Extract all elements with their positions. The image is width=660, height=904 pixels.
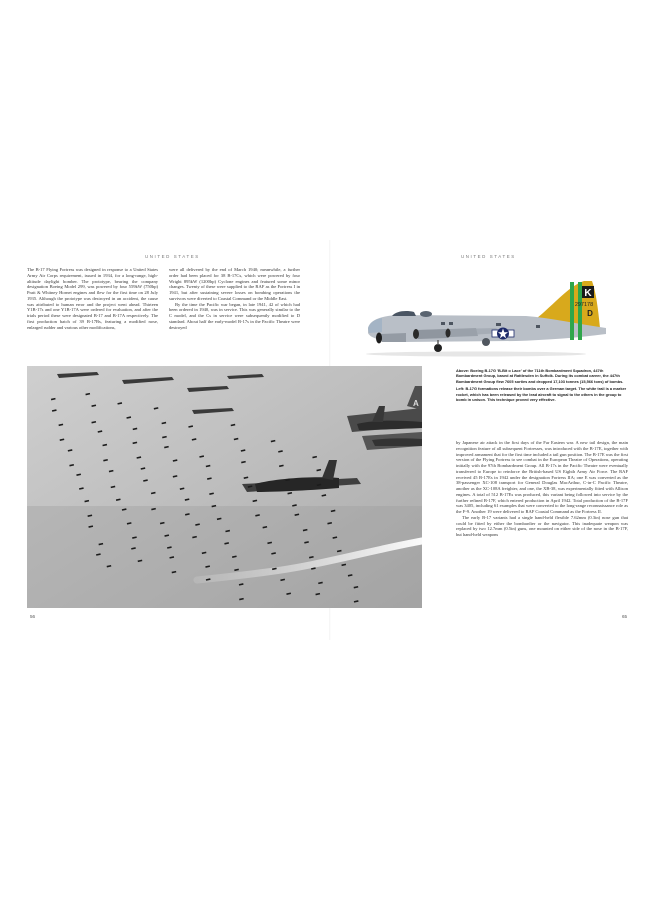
tail-serial: 297178 (574, 302, 594, 308)
bomber-formation-photo (27, 366, 422, 608)
id-band-2 (578, 282, 582, 340)
left-col1-paragraph: The B-17 Flying Fortress was designed in response to a United States Army Air Corps requirement, issued in 1934, for a long-range, high-altitude daylight bomber. The prototype, bearing the company designation Boeing Model 299, was powered by four 559kW (750hp) Pratt & Whitney Hornet engines and flew for the first time on 28 July 1935. Although the prototype was destroyed in an accident, the cause was attributed to human error and the project went ahead. Thirteen Y1B-17s and one Y1B-17A were ordered for evaluation, and after the trials period these were designated B-17 and B-17A respectively. The first production batch of 39 B-17Bs, featuring a modified nose, enlarged rudder and various other modifications, (27, 267, 158, 330)
svg-text:A: A (413, 399, 419, 408)
left-col2-paragraph: were all delivered by the end of March 1940; meanwhile, a further order had been placed for 38 B-17Cs, which were powered by four Wright 895kW (1200hp) Cyclone engines and featured some minor changes. Twenty of these were supplied to the RAF as the Fortress I in 1941, but after sustaining severe losses on bombing operations the survivors were diverted to Coastal Command or the Middle East. (169, 267, 300, 301)
top-turret (420, 311, 432, 317)
left-page-number: 56 (30, 614, 36, 619)
id-band-1 (570, 282, 574, 340)
left-page-column-1 (27, 267, 158, 363)
right-running-head: UNITED STATES (461, 254, 516, 259)
aircraft-shadow (366, 352, 586, 357)
tail-letter: K (584, 287, 592, 299)
cockpit-glazing (392, 311, 416, 316)
main-wheel (434, 344, 442, 352)
caption-paragraph: Above: Boeing B-17G 'B-Bit o Lace' of the 711th Bombardment Squadron, 447th Bombardment Group, based at Rattlesden in Suffolk. During its combat career, the 447th Bombardment Group flew 7605 sorties and dropped 17,103 tonnes (15,566 tons) of bombs. (456, 368, 624, 384)
left-running-head: UNITED STATES (145, 254, 200, 259)
right-page-column (456, 440, 628, 608)
photo-caption (456, 368, 628, 450)
left-col2-paragraph: By the time the Pacific war began, in late 1941, 42 of which had been ordered in 1940, was in service. This was generally similar to the C model, and the Cs in service were subsequently modified to D standard. About half the early-model B-17s in the Pacific Theatre were destroyed (169, 301, 300, 330)
tail-code: D (587, 309, 593, 318)
caption-paragraph: Left: B-17G formations release their bombs over a German target. The white trail is a marker rocket, which has been released by the lead aircraft to signal to the others in the group to bomb in unison. This technique proved very effective. (456, 386, 627, 403)
ball-turret (482, 338, 490, 346)
b17-profile-illustration (346, 278, 626, 358)
right-col-paragraph: by Japanese air attack in the first days of the Far Eastern war. A new tail design, the main recognition feature of all subsequent Fortresses, was introduced with the B-17E, together with improved armament that for the first time included a tail gun position. The B-17E was the first version of the Flying Fortress to see combat in the European Theatre of Operations, operating initially with the 97th Bombardment Group. All B-17s in the Pacific Theatre were eventually transferred to Europe to reinforce the British-based US Eighth Army Air Force. The RAF received 45 B-17Es in 1942 under the designation Fortress IIA; one E was converted as the 38-passenger XC-108 transport for General Douglas MacArthur, C-in-C Pacific Theatre, another as the XC-108A freighter, and one, the XB-38, was experimentally fitted with Allison engines. A total of 512 B-17Es was produced, this variant being followed into service by the further refined B-17F, which entered production in April 1942. Total production of the B-17F was 3405, including 61 examples that were converted to the long-range reconnaissance role as the F-9. Another 19 were delivered to RAF Coastal Command as the Fortress II. (456, 440, 628, 514)
right-col-paragraph: The early B-17 variants had a single hand-held flexible 7.62mm (0.3in) nose gun that could be fitted by either the bombardier or the navigator. This inadequate weapon was replaced by two 12.7mm (0.5in) guns, one mounted on either side of the nose in the B-17F, but hand-held weapons (456, 514, 628, 537)
right-page-number: 65 (622, 614, 628, 619)
left-page-column-2 (169, 267, 300, 363)
